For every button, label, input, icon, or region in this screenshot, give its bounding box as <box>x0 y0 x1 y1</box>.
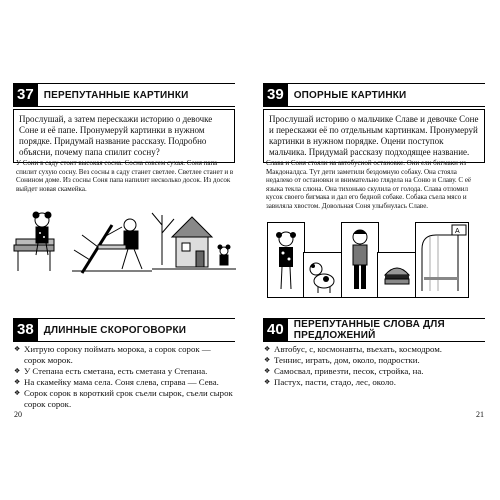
dog-picture <box>304 253 342 297</box>
burger-picture <box>378 253 416 297</box>
exercise-39-story: Слава и Соня стояли на автобусной остановке. Они ели бигмаки из Макдоналдса. Тут дети заметили бездомную собаку. Она стояла недалеко от остановки и внимательно глядела на Соню и Славу. С её языка текла слюна. Она тихонько скулила от голода. Слава отломил кусок своего бигмака и дал его бедной собаке. Собака съела мясо и завиляла хвостом. Довольная Соня улыбнулась Славе. <box>266 159 472 210</box>
picture-frame-burger <box>377 252 417 298</box>
exercise-37-story: У Сони в саду стоит высокая сосна. Сосна совсем сухая. Соня папа спилит сухую сосну. Вез сосны в саду станет светлее. Светлее станет и в Сонином доме. Из сосны Соня папа напилит несколько досок. Из досок выйдет новая скамейка. <box>16 159 234 193</box>
exercise-38-list <box>14 344 234 410</box>
exercise-37-title: ПЕРЕПУТАННЫЕ КАРТИНКИ <box>43 89 189 101</box>
exercise-37-header <box>13 83 235 107</box>
list-item: ❖ Автобус, с, космонавты, въехать, космодром. <box>264 344 484 355</box>
list-item: ❖ Теннис, играть, дом, около, подростки. <box>264 355 484 366</box>
list-item: ❖ Сорок сорок в короткий срок съели сырок, съели сырок сорок сорок. <box>14 388 234 410</box>
exercise-39-header <box>263 83 485 107</box>
bench-girl-picture <box>14 212 54 271</box>
picture-frame-boy <box>341 222 379 298</box>
exercise-38-title: ДЛИННЫЕ СКОРОГОВОРКИ <box>43 324 187 336</box>
list-item: ❖ У Степана есть сметана, есть сметана у Степана. <box>14 366 234 377</box>
bus-stop-sign-letter: А <box>455 228 460 235</box>
page-number-left: 20 <box>14 410 22 419</box>
exercise-38-header <box>13 318 235 342</box>
picture-frame-girl <box>267 222 305 298</box>
exercise-38-number: 38 <box>13 319 38 341</box>
page-number-right: 21 <box>476 410 484 419</box>
exercise-39-instruction: Прослушай историю о мальчике Славе и девочке Соне и перескажи её по отдельным картинкам. Пронумеруй картинки в нужном порядке. Оцени поступок мальчика. Придумай рассказу подходящее название. <box>263 109 485 163</box>
story-pictures-illustration <box>12 205 238 275</box>
list-item: ❖ Хитрую сороку поймать морока, а сорок сорок — сорок морок. <box>14 344 234 366</box>
picture-frame-dog <box>303 252 343 298</box>
picture-frame-bus-stop <box>415 222 469 298</box>
exercise-39-number: 39 <box>263 84 288 106</box>
boy-picture <box>342 223 378 297</box>
bus-stop-picture <box>416 223 468 297</box>
exercise-37-pictures <box>12 205 238 275</box>
list-item: ❖ Пастух, пасти, стадо, лес, около. <box>264 377 484 388</box>
list-item: ❖ На скамейку мама села. Соня слева, справа — Сева. <box>14 377 234 388</box>
exercise-40-list <box>264 344 484 388</box>
list-item: ❖ Самосвал, привезти, песок, стройка, на. <box>264 366 484 377</box>
exercise-39-title: ОПОРНЫЕ КАРТИНКИ <box>293 89 407 101</box>
exercise-37-instruction: Прослушай, а затем перескажи историю о девочке Соне и её папе. Пронумеруй картинки в нужном порядке. Придумай название рассказу. Подробно объясни, почему папа спилит сосну? <box>13 109 235 163</box>
girl-picture <box>268 223 304 297</box>
exercise-40-header <box>263 318 485 342</box>
house-picture <box>152 213 236 269</box>
man-sawing-picture <box>72 219 152 273</box>
right-page <box>250 0 500 500</box>
exercise-37-number: 37 <box>13 84 38 106</box>
exercise-40-title: ПЕРЕПУТАННЫЕ СЛОВА ДЛЯ ПРЕДЛОЖЕНИЙ <box>293 319 445 341</box>
exercise-40-number: 40 <box>263 319 288 341</box>
